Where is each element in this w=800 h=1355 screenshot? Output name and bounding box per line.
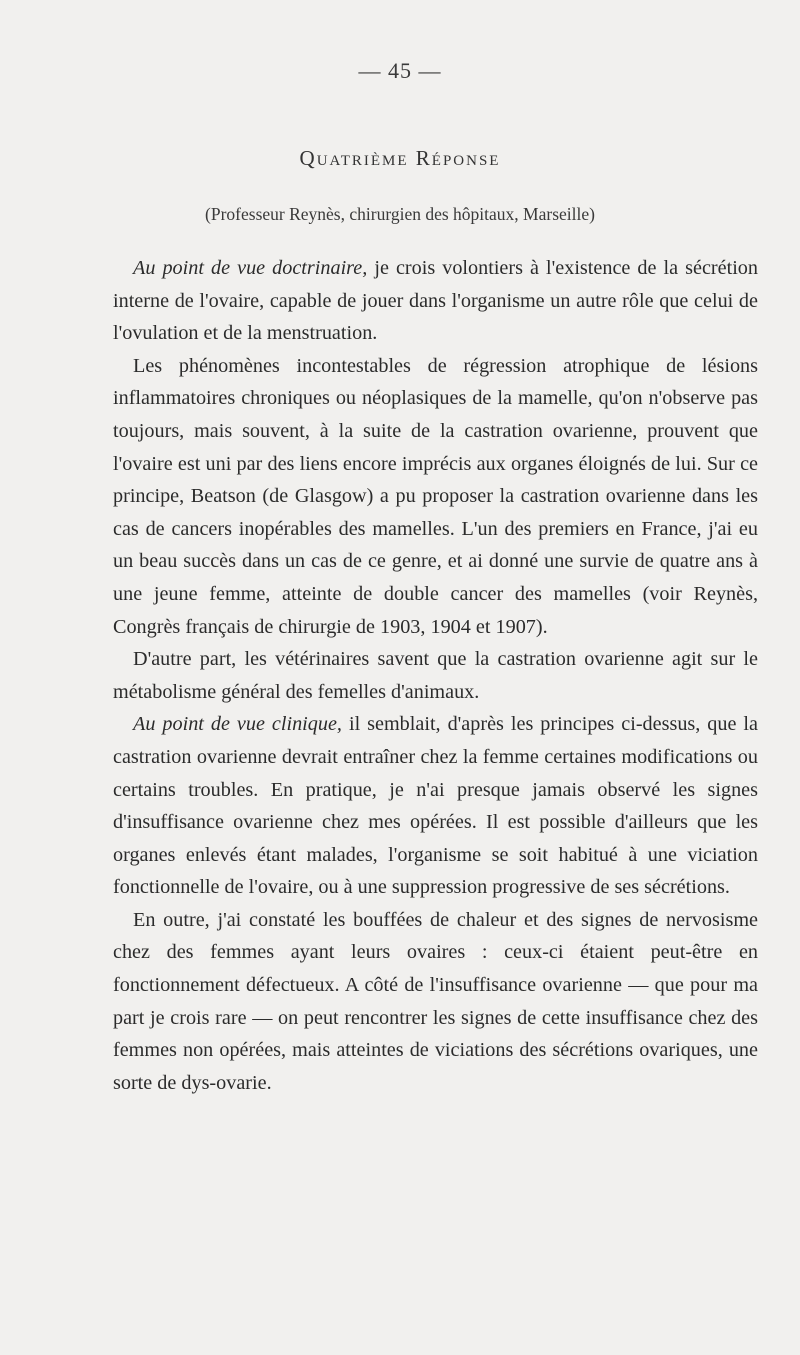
paragraph-text: En outre, j'ai constaté les bouffées de chaleur et des signes de nervosisme chez des femmes ayant leurs ovaires : ceux-ci étaient peut-être en fonctionnement défectueux. A côté de l'insuffisance ovarienne — que pour ma part je crois rare — on peut rencontrer les signes de cette insuffisance chez des femmes non opérées, mais atteintes de viciations des sécrétions ovariques, une sorte de dys-ovarie. [113,908,758,1094]
paragraph [113,252,758,350]
paragraph [113,643,758,708]
section-heading: Quatrième Réponse [299,146,501,170]
paragraph-lead: Au point de vue doctrinaire, [133,257,368,279]
paragraph-text: je crois volontiers à l'existence de la sécrétion interne de l'ovaire, capable de jouer dans l'organisme un autre rôle que celui de l'ovulation et de la menstruation. [113,257,758,345]
body-text [113,252,758,1099]
author-attribution: (Professeur Reynès, chirurgien des hôpitaux, Marseille) [205,204,595,224]
paragraph [113,350,758,643]
paragraph-lead: Au point de vue clinique, [133,713,342,736]
page-number: — 45 — [358,58,442,83]
paragraph [113,708,758,904]
paragraph-text: il semblait, d'après les principes ci-dessus, que la castration ovarienne devrait entraîner chez la femme certaines modifications ou certains troubles. En pratique, je n'ai presque jamais observé les signes d'insuffisance ovarienne chez mes opérées. Il est possible d'ailleurs que les organes enlevés étant malades, l'organisme se soit habitué à une viciation fonctionnelle de l'ovaire, ou à une suppression progressive de ses sécrétions. [113,713,758,899]
paragraph-text: D'autre part, les vétérinaires savent que la castration ovarienne agit sur le métabolisme général des femelles d'animaux. [113,648,758,703]
paragraph-text: Les phénomènes incontestables de régression atrophique de lésions inflammatoires chroniques ou néoplasiques de la mamelle, qu'on n'observe pas toujours, mais souvent, à la suite de la castration ovarienne, prouvent que l'ovaire est uni par des liens encore imprécis aux organes éloignés de lui. Sur ce principe, Beatson (de Glasgow) a pu proposer la castration ovarienne dans les cas de cancers inopérables des mamelles. L'un des premiers en France, j'ai eu un beau succès dans un cas de ce genre, et ai donné une survie de quatre ans à une jeune femme, atteinte de double cancer des mamelles (voir Reynès, Congrès français de chirurgie de 1903, 1904 et 1907). [113,354,758,638]
paragraph [113,904,758,1100]
